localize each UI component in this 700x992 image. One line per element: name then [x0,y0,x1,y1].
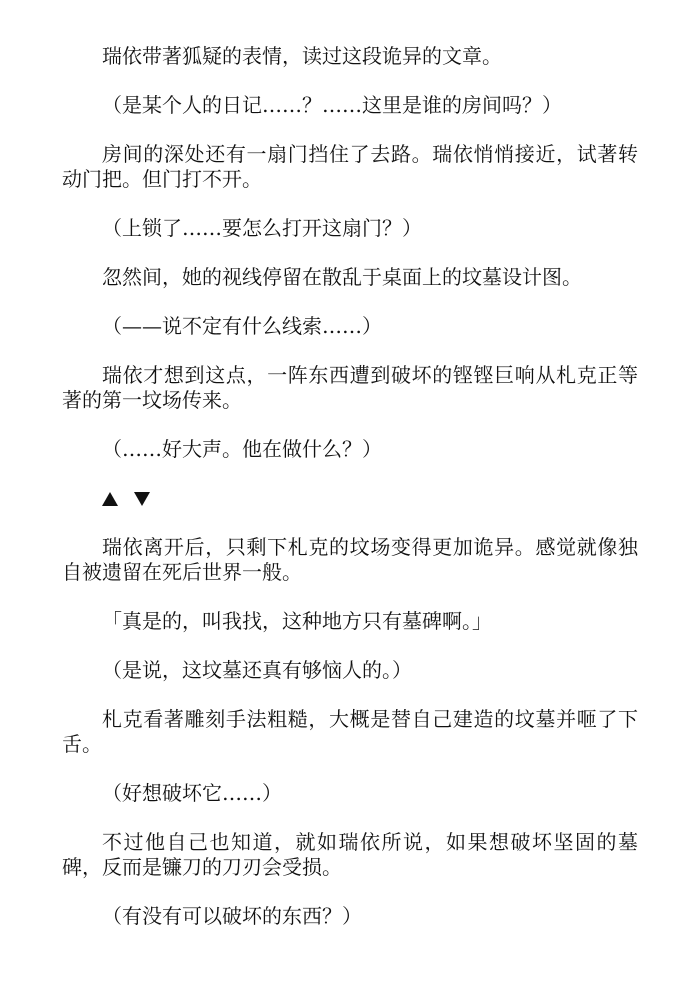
paragraph: 忽然间，她的视线停留在散乱于桌面上的坟墓设计图。 [102,265,582,289]
paragraph: （——说不定有什么线索……） [102,314,382,338]
paragraph: （是说，这坟墓还真有够恼人的。） [102,658,412,682]
triangle-down-icon [134,492,150,506]
paragraph: 瑞依带著狐疑的表情，读过这段诡异的文章。 [102,44,502,68]
paragraph: 不过他自己也知道，就如瑞依所说，如果想破坏坚固的墓碑，反而是镰刀的刀刃会受损。 [62,830,638,879]
paragraph: 瑞依离开后，只剩下札克的坟场变得更加诡异。感觉就像独自被遗留在死后世界一般。 [62,535,638,584]
paragraph: （有没有可以破坏的东西？） [102,904,362,928]
paragraph: （好想破坏它……） [102,781,282,805]
paragraph: （是某个人的日记……？……这里是谁的房间吗？） [102,93,562,117]
triangle-up-icon [102,492,118,506]
paragraph: （……好大声。他在做什么？） [102,437,382,461]
scene-divider [62,486,638,511]
document-page [62,44,638,929]
paragraph: 札克看著雕刻手法粗糙，大概是替自己建造的坟墓并咂了下舌。 [62,707,638,756]
paragraph: 「真是的，叫我找，这种地方只有墓碑啊。」 [102,609,492,633]
paragraph: 房间的深处还有一扇门挡住了去路。瑞依悄悄接近，试著转动门把。但门打不开。 [62,142,638,191]
paragraph: （上锁了……要怎么打开这扇门？） [102,216,422,240]
paragraph: 瑞依才想到这点，一阵东西遭到破坏的铿铿巨响从札克正等著的第一坟场传来。 [62,363,638,412]
